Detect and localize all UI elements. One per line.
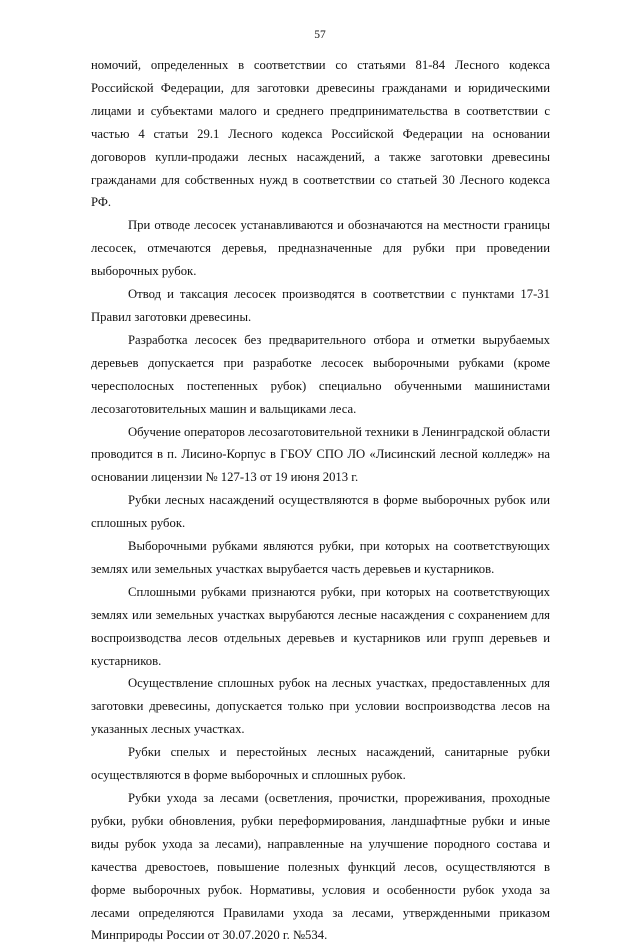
paragraph-continuation: номочий, определенных в соответствии со статьями 81-84 Лесного кодекса Российской Федерации, для заготовки древесины гражданами и юридическими лицами и субъектами малого и среднего предпринимательства в соответствии с частью 4 статьи 29.1 Лесного кодекса Российской Федерации на основании договоров купли-продажи лесных насаждений, а также заготовки древесины гражданами для собственных нужд в соответствии со статьей 30 Лесного кодекса РФ.: [91, 58, 550, 210]
paragraph-allotment-boundaries: При отводе лесосек устанавливаются и обозначаются на местности границы лесосек, отмечаются деревья, предназначенные для рубки при проведении выборочных рубок.: [91, 218, 550, 279]
paragraph-clear-felling-definition: Сплошными рубками признаются рубки, при которых на соответствующих землях или земельных участках вырубаются лесные насаждения с сохранением для воспроизводства лесов отдельных деревьев и кустарников или групп деревьев и кустарников.: [91, 584, 550, 668]
paragraph-allotment-taxation: Отвод и таксация лесосек производятся в соответствии с пунктами 17-31 Правил заготовки древесины.: [91, 287, 550, 324]
paragraph-development-without-marking: Разработка лесосек без предварительного отбора и отметки вырубаемых деревьев допускается при разработке лесосек выборочными рубками (кроме чересполосных постепенных рубок) специально обученными машинистами лесозаготовительных машин и вальщиками леса.: [91, 332, 550, 416]
page-number: 57: [314, 29, 326, 41]
paragraph-clear-felling-conditions: Осуществление сплошных рубок на лесных участках, предоставленных для заготовки древесины, допускается только при условии воспроизводства лесов на указанных лесных участках.: [91, 676, 550, 737]
document-body: [91, 54, 550, 947]
paragraph-mature-sanitary-felling: Рубки спелых и перестойных лесных насаждений, санитарные рубки осуществляются в форме выборочных и сплошных рубок.: [91, 745, 550, 783]
paragraph-selective-felling-definition: Выборочными рубками являются рубки, при которых на соответствующих землях или земельных участках вырубается часть деревьев и кустарников.: [91, 539, 550, 576]
paragraph-thinning-felling: Рубки ухода за лесами (осветления, прочистки, прореживания, проходные рубки, рубки обновления, рубки переформирования, ландшафтные рубки и иные виды рубок ухода за лесами), направленные на улучшение породного состава и качества древостоев, повышение полезных функций лесов, осуществляются в форме выборочных рубок. Нормативы, условия и особенности рубок ухода за лесами определяются Правилами ухода за лесами, утвержденными приказом Минприроды России от 30.07.2020 г. №534.: [91, 791, 550, 943]
paragraph-operator-training: Обучение операторов лесозаготовительной техники в Ленинградской области проводится в п. Лисино-Корпус в ГБОУ СПО ЛО «Лисинский лесной колледж» на основании лицензии № 127-13 от 19 июня 2013 г.: [91, 424, 550, 485]
paragraph-felling-forms: Рубки лесных насаждений осуществляются в форме выборочных рубок или сплошных рубок.: [91, 493, 550, 531]
